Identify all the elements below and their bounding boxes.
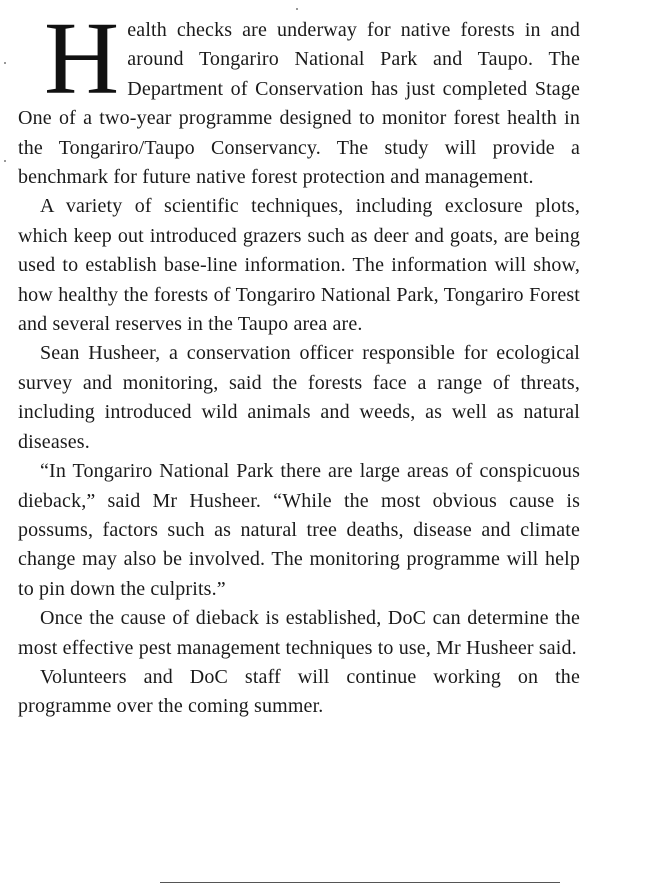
paragraph-text: ealth checks are underway for native forests in and around Tongariro National Park and Taupo. The Department of Conservation has just completed Stage One of a two-year programme designed to monitor forest health in the Tongariro/Taupo Conservancy. The study will provide a benchmark for future native forest protection and management. [18,19,580,189]
article-paragraph-6: Volunteers and DoC staff will continue working on the programme over the coming summer. [18,665,580,718]
drop-cap: H [44,1,120,116]
bottom-rule [160,882,560,883]
scan-speck [4,160,6,162]
article-paragraph-3: Sean Husheer, a conservation officer responsible for ecological survey and monitoring, said the forests face a range of threats, including introduced wild animals and weeds, as well as natural diseases. [18,342,580,453]
scan-speck [4,62,6,64]
article-paragraph-4: “In Tongariro National Park there are large areas of conspicuous dieback,” said Mr Husheer. “While the most obvious cause is possums, factors such as natural tree deaths, disease and climate change may also be involved. The monitoring programme will help to pin down the culprits.” [18,460,580,600]
article-paragraph-1 [18,1,580,192]
article-body [18,1,580,722]
article-paragraph-2: A variety of scientific techniques, including exclosure plots, which keep out introduced grazers such as deer and goats, are being used to establish base-line information. The information will show, how healthy the forests of Tongariro National Park, Tongariro Forest and several reserves in the Taupo area are. [18,195,580,336]
article-paragraph-5: Once the cause of dieback is established, DoC can determine the most effective pest management techniques to use, Mr Husheer said. [18,607,580,659]
scan-speck [296,8,298,10]
